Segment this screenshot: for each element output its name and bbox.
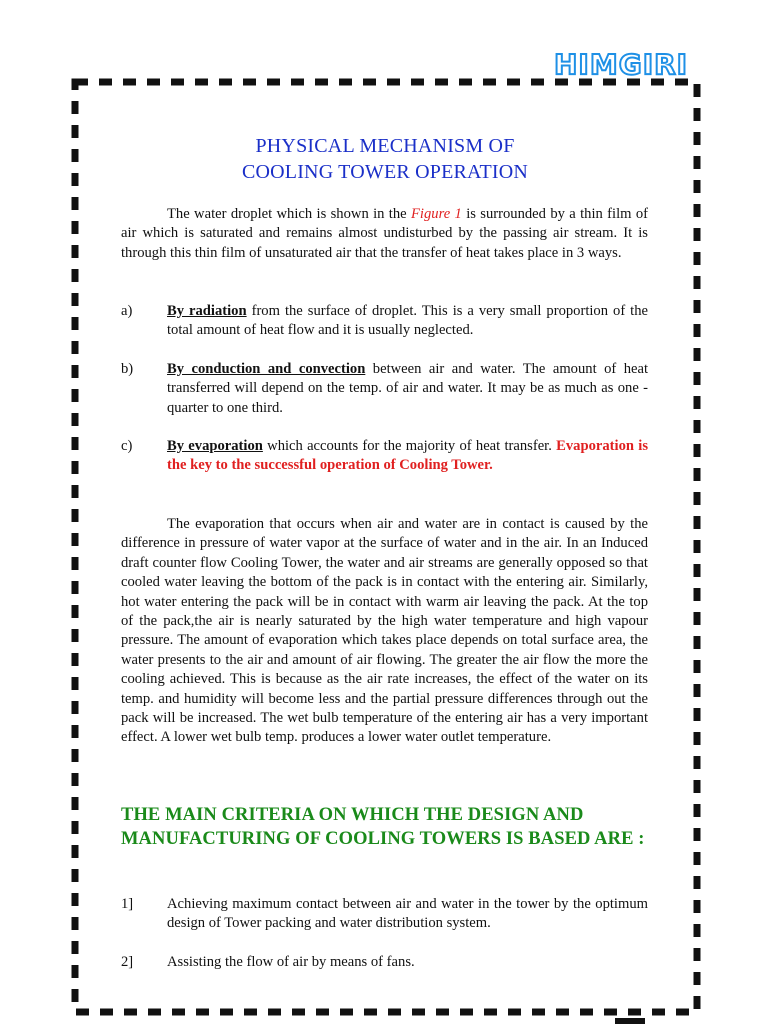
evaporation-emphasis: Evaporation is the key to the successful operation of Cooling Tower. [167,438,648,474]
figure-reference: Figure 1 [411,206,462,222]
criteria-item-2 [121,953,648,973]
criteria-text: Assisting the flow of air by means of fans. [167,954,415,970]
evaporation-text: The evaporation that occurs when air and water are in contact is caused by the difference in pressure of water vapor at the surface of water and in the air. In an Induced draft counter flow Cooling Tower, the water and air streams are generally opposed so that cooled water leaving the bottom of the pack is in contact with the entering air. Similarly, hot water entering the pack will be in contact with warm air leaving the pack. At the top of the pack,the air is nearly saturated by the high water temperature and high vapour pressure. The amount of evaporation which takes place depends on total surface area, the water presents to the air and amount of air flowing. The greater the air flow the more the cooling achieved. This is because as the air rate increases, the effect of the water on its temp. and humidity will become less and the partial pressure differences through out the pack will be increased. The wet bulb temperature of the entering air has a very important effect. A lower wet bulb temp. produces a lower water outlet temperature. [121,516,648,746]
criteria-item-1 [121,895,648,935]
intro-text-after: is surrounded by a thin film of air which is saturated and remains almost undisturbed by the passing air stream. It is through this thin film of unsaturated air that the transfer of heat takes place in 3 ways. [121,206,649,261]
heat-transfer-way-a [121,302,648,342]
criteria-text: Achieving maximum contact between air and water in the tower by the optimum design of Tower packing and water distribution system. [167,896,648,932]
way-title: By radiation [167,303,247,319]
way-title: By conduction and convection [167,361,366,377]
list-label: a) [121,303,133,319]
list-label: c) [121,438,133,454]
brand-logo-text: HIMGIRI [554,50,689,80]
way-text: between air and water. The amount of heat transferred will depend on the temp. of air and water. It may be as much as one - quarter to one third. [167,361,649,416]
way-title: By evaporation [167,438,263,454]
intro-paragraph [121,205,648,263]
criteria-heading: THE MAIN CRITERIA ON WHICH THE DESIGN AND MANUFACTURING OF COOLING TOWERS IS BASED ARE : [121,805,645,849]
list-label: 1] [121,896,134,912]
way-text: from the surface of droplet. This is a very small proportion of the total amount of heat flow and it is usually neglected. [167,303,648,339]
evaporation-paragraph [121,515,648,748]
intro-text-before: The water droplet which is shown in the [167,206,411,222]
page-title [100,133,670,185]
list-label: 2] [121,954,134,970]
brand-logo [554,50,704,80]
page-title-line2: COOLING TOWER OPERATION [241,161,529,183]
page-corner-mark [615,1018,645,1024]
heat-transfer-way-b [121,360,648,420]
list-label: b) [121,361,134,377]
page-title-line1: PHYSICAL MECHANISM OF [255,135,515,157]
heat-transfer-way-c [121,437,648,497]
way-text: which accounts for the majority of heat transfer. [262,438,557,454]
